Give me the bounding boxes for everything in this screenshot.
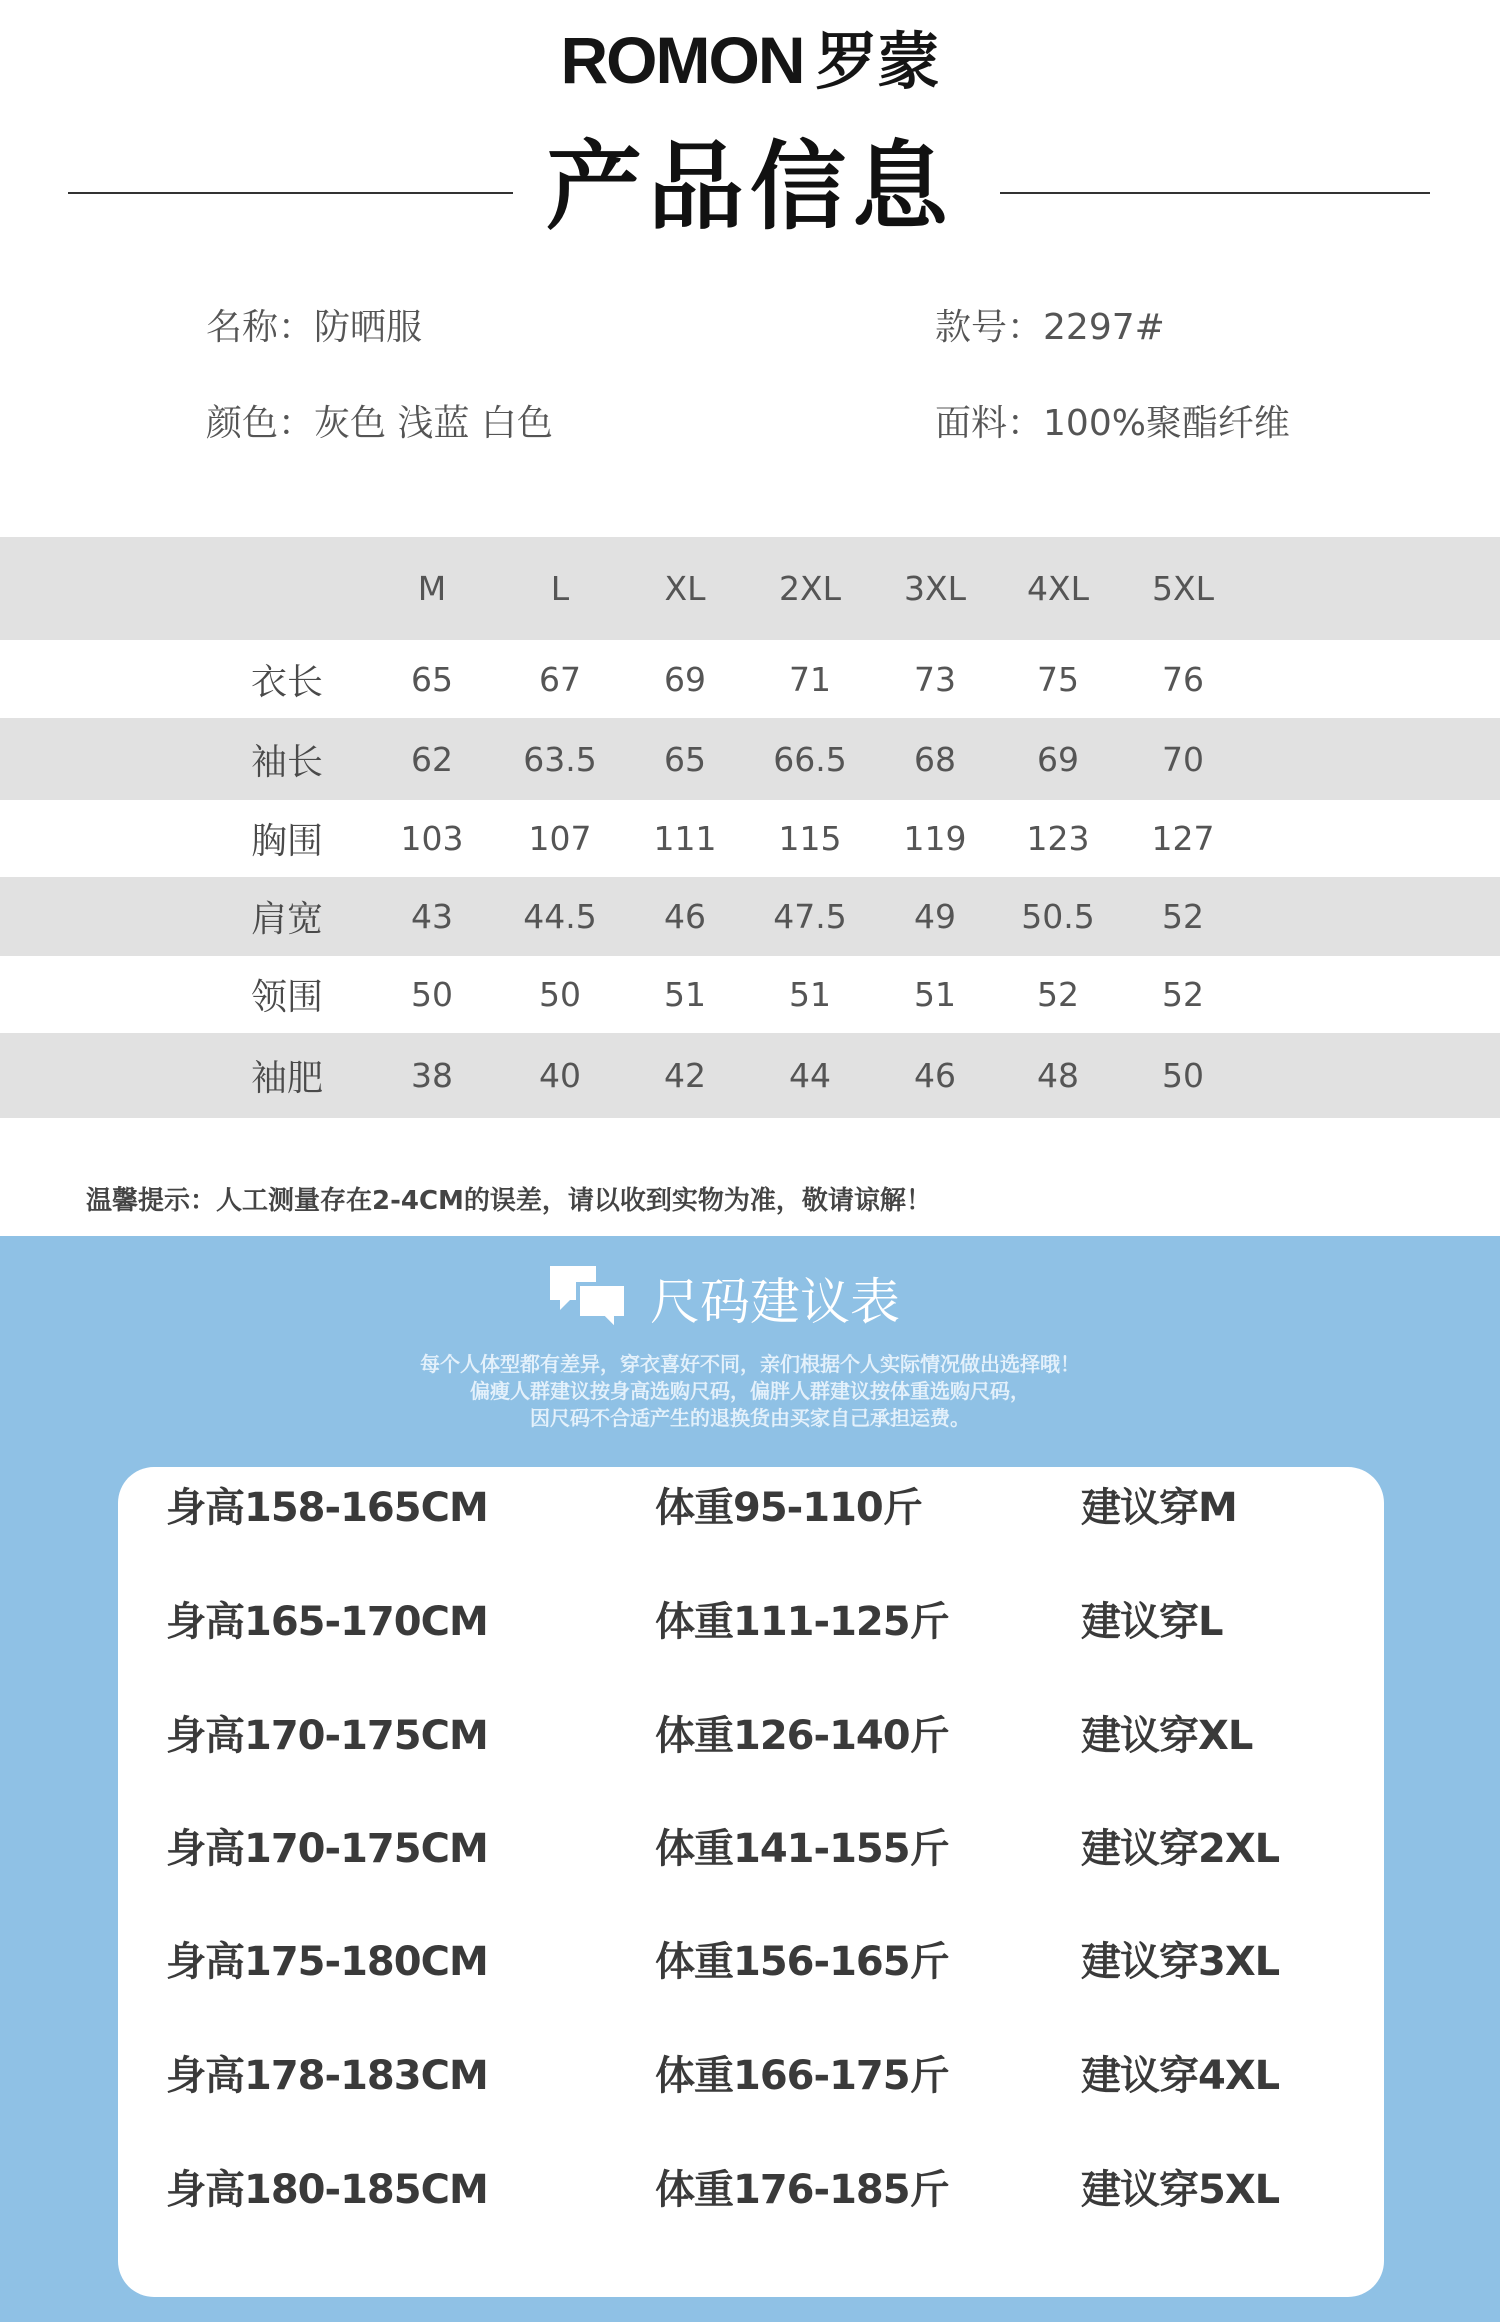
size-header-cell: 3XL (904, 569, 966, 608)
size-row-label: 胸围 (250, 821, 323, 862)
size-table-cell: 50 (539, 975, 581, 1014)
guide-weight: 体重166-175斤 (655, 2053, 949, 2099)
size-table-cell: 111 (653, 819, 717, 858)
guide-weight: 体重95-110斤 (655, 1485, 922, 1531)
size-guide-subtitle-3: 因尺码不合适产生的退换货由买家自己承担运费。 (530, 1406, 970, 1430)
size-table-cell: 46 (914, 1056, 956, 1095)
page-title: 产品信息 (546, 131, 954, 243)
size-guide-row (118, 1701, 1384, 1771)
guide-size: 建议穿3XL (1081, 1939, 1280, 1985)
size-table-row (0, 718, 1500, 800)
guide-weight: 体重156-165斤 (655, 1939, 949, 1985)
info-fabric-value: 100%聚酯纤维 (1043, 403, 1290, 444)
size-header-cell: L (550, 569, 570, 608)
size-guide-subtitle-2: 偏瘦人群建议按身高选购尺码，偏胖人群建议按体重选购尺码， (470, 1379, 1030, 1403)
info-model (935, 305, 1165, 351)
size-header-cell: 5XL (1152, 569, 1214, 608)
size-row-label: 肩宽 (250, 899, 323, 940)
size-table-cell: 73 (914, 659, 956, 699)
size-table-row (0, 640, 1500, 718)
size-row-label: 袖肥 (250, 1058, 323, 1099)
size-guide-row (118, 1473, 1384, 1543)
size-table-cell: 63.5 (523, 739, 597, 779)
size-row-label: 衣长 (250, 661, 323, 703)
info-model-value: 2297# (1043, 307, 1165, 348)
guide-size: 建议穿L (1081, 1599, 1223, 1645)
info-name-value: 防晒服 (314, 307, 423, 348)
size-table-cell: 52 (1162, 897, 1204, 936)
size-header-cell: XL (664, 569, 706, 608)
guide-height: 身高158-165CM (166, 1485, 488, 1531)
size-table-row (0, 877, 1500, 956)
size-table-header (0, 537, 1500, 640)
size-table-cell: 127 (1151, 819, 1215, 858)
size-guide-row (118, 1587, 1384, 1657)
info-color-value: 灰色 浅蓝 白色 (314, 403, 553, 444)
info-model-key: 款号： (935, 307, 1044, 348)
size-table-cell: 107 (528, 819, 592, 858)
size-table-cell: 50 (411, 975, 453, 1014)
size-table-cell: 50.5 (1021, 897, 1095, 936)
size-table-cell: 123 (1026, 819, 1090, 858)
guide-height: 身高170-175CM (166, 1713, 488, 1759)
size-table-cell: 52 (1037, 975, 1079, 1014)
size-table-cell: 44 (789, 1056, 831, 1095)
measurement-note: 温馨提示：人工测量存在2-4CM的误差，请以收到实物为准，敬请谅解！ (86, 1186, 932, 1216)
size-table-cell: 67 (539, 659, 581, 699)
size-table-cell: 71 (789, 659, 831, 699)
size-table-cell: 40 (539, 1056, 581, 1095)
guide-size: 建议穿XL (1081, 1713, 1253, 1759)
size-table-cell: 66.5 (773, 739, 847, 779)
size-table-cell: 65 (664, 739, 706, 779)
size-table-cell: 62 (411, 739, 453, 779)
guide-weight: 体重141-155斤 (655, 1826, 949, 1872)
brand-name-cn: 罗蒙 (815, 25, 940, 98)
brand-name-en: ROMON (560, 23, 804, 97)
size-table-cell: 103 (400, 819, 464, 858)
size-table-cell: 46 (664, 897, 706, 936)
size-guide-subtitle-1: 每个人体型都有差异，穿衣喜好不同，亲们根据个人实际情况做出选择哦！ (420, 1352, 1080, 1376)
info-fabric (935, 401, 1290, 447)
guide-weight: 体重111-125斤 (655, 1599, 949, 1645)
guide-weight: 体重126-140斤 (655, 1713, 949, 1759)
size-table-cell: 51 (664, 975, 706, 1014)
size-header-cell: M (417, 569, 447, 608)
size-row-label: 领围 (250, 977, 323, 1018)
size-header-cell: 4XL (1027, 569, 1089, 608)
size-table-cell: 115 (778, 819, 842, 858)
size-table-cell: 43 (411, 897, 453, 936)
size-guide-card (118, 1467, 1384, 2297)
size-table-cell: 70 (1162, 739, 1204, 779)
info-color-key: 颜色： (206, 403, 315, 444)
size-table-cell: 119 (903, 819, 967, 858)
size-guide-row (118, 1927, 1384, 1997)
guide-height: 身高165-170CM (166, 1599, 488, 1645)
info-fabric-key: 面料： (935, 403, 1044, 444)
guide-height: 身高180-185CM (166, 2167, 488, 2213)
size-table-cell: 76 (1162, 659, 1204, 699)
size-header-cell: 2XL (779, 569, 841, 608)
size-table (0, 537, 1500, 1118)
size-table-cell: 65 (411, 659, 453, 699)
size-table-cell: 75 (1037, 659, 1079, 699)
size-table-cell: 44.5 (523, 897, 597, 936)
size-table-cell: 48 (1037, 1056, 1079, 1095)
guide-weight: 体重176-185斤 (655, 2167, 949, 2213)
guide-size: 建议穿2XL (1081, 1826, 1280, 1872)
info-name-key: 名称： (206, 307, 315, 348)
size-table-cell: 42 (664, 1056, 706, 1095)
guide-size: 建议穿M (1081, 1485, 1237, 1531)
size-table-cell: 52 (1162, 975, 1204, 1014)
brand-logo (0, 18, 1500, 120)
size-table-row (0, 956, 1500, 1033)
guide-height: 身高175-180CM (166, 1939, 488, 1985)
size-guide-title: 尺码建议表 (650, 1273, 900, 1331)
size-table-cell: 51 (914, 975, 956, 1014)
guide-size: 建议穿4XL (1081, 2053, 1280, 2099)
size-table-cell: 47.5 (773, 897, 847, 936)
size-table-cell: 68 (914, 739, 956, 779)
guide-height: 身高178-183CM (166, 2053, 488, 2099)
size-guide-row (118, 2155, 1384, 2225)
size-table-cell: 51 (789, 975, 831, 1014)
size-guide-row (118, 1814, 1384, 1884)
size-table-cell: 69 (664, 659, 706, 699)
size-table-row (0, 800, 1500, 877)
guide-height: 身高170-175CM (166, 1826, 488, 1872)
size-row-label: 袖长 (250, 741, 323, 783)
size-table-row (0, 1033, 1500, 1118)
size-table-cell: 38 (411, 1056, 453, 1095)
size-table-cell: 50 (1162, 1056, 1204, 1095)
size-table-cell: 49 (914, 897, 956, 936)
size-table-cell: 69 (1037, 739, 1079, 779)
guide-size: 建议穿5XL (1081, 2167, 1280, 2213)
size-guide-row (118, 2041, 1384, 2111)
info-color (206, 401, 553, 447)
info-name (206, 305, 422, 351)
chat-bubbles-icon (548, 1262, 628, 1336)
